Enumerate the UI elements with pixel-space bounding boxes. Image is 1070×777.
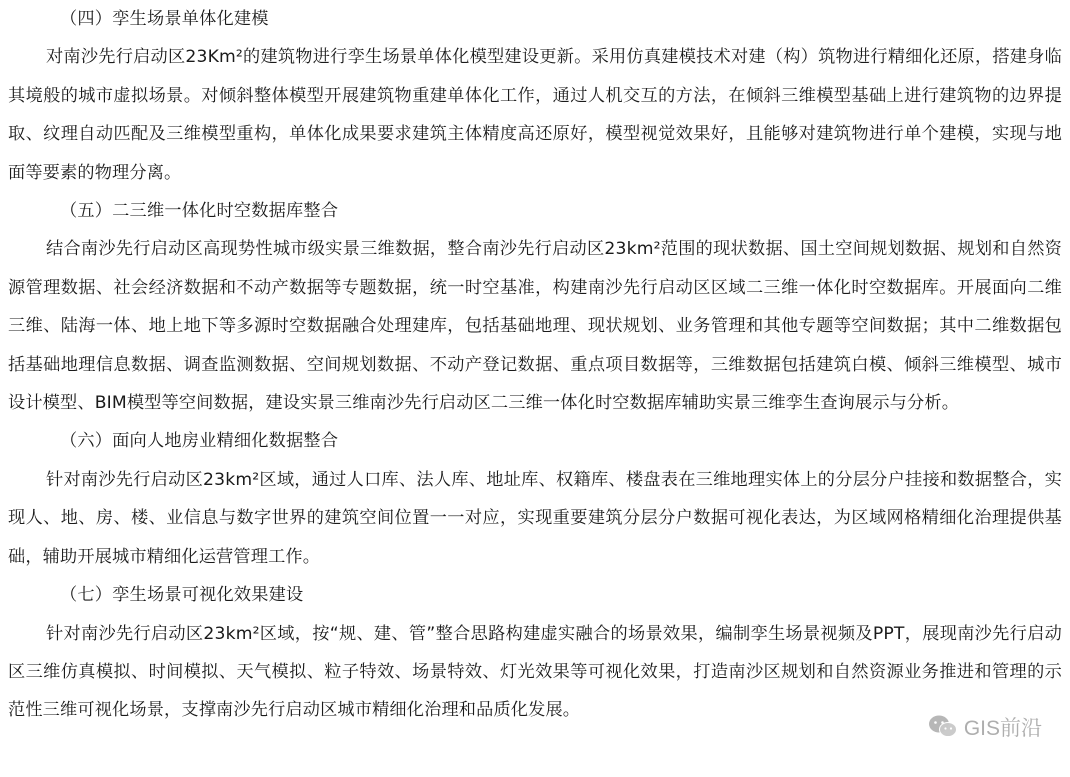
section-heading-4: （四）孪生场景单体化建模 xyxy=(60,9,269,29)
section-paragraph-7: 针对南沙先行启动区23km²区域，按“规、建、管”整合思路构建虚实融合的场景效果，编制孪生场景视频及PPT，展现南沙先行启动区三维仿真模拟、时间模拟、天气模拟、粒子特效、场景特效、灯光效果等可视化效果，打造南沙区规划和自然资源业务推进和管理的示范性三维可视化场景，支撑南沙先行启动区城市精细化治理和品质化发展。 xyxy=(8,623,1062,721)
section-heading-7: （七）孪生场景可视化效果建设 xyxy=(60,585,304,606)
section-heading-6: （六）面向人地房业精细化数据整合 xyxy=(60,431,339,452)
section-paragraph-4: 对南沙先行启动区23Km²的建筑物进行孪生场景单体化模型建设更新。采用仿真建模技术对建（构）筑物进行精细化还原，搭建身临其境般的城市虚拟场景。对倾斜整体模型开展建筑物重建单体化工作，通过人机交互的方法，在倾斜三维模型基础上进行建筑物的边界提取、纹理自动匹配及三维模型重构，单体化成果要求建筑主体精度高还原好，模型视觉效果好，且能够对建筑物进行单个建模，实现与地面等要素的物理分离。 xyxy=(8,47,1062,183)
section-heading-5: （五）二三维一体化时空数据库整合 xyxy=(60,201,339,222)
watermark-text: GIS前沿 xyxy=(963,717,1042,740)
section-paragraph-5: 结合南沙先行启动区高现势性城市级实景三维数据，整合南沙先行启动区23km²范围的现状数据、国土空间规划数据、规划和自然资源管理数据、社会经济数据和不动产数据等专题数据，统一时空基准，构建南沙先行启动区区域二三维一体化时空数据库。开展面向二维三维、陆海一体、地上地下等多源时空数据融合处理建库，包括基础地理、现状规划、业务管理和其他专题等空间数据；其中二维数据包括基础地理信息数据、调查监测数据、空间规划数据、不动产登记数据、重点项目数据等，三维数据包括建筑白模、倾斜三维模型、城市设计模型、BIM模型等空间数据，建设实景三维南沙先行启动区二三维一体化时空数据库辅助实景三维孪生查询展示与分析。 xyxy=(8,239,1062,414)
section-paragraph-6: 针对南沙先行启动区23km²区域，通过人口库、法人库、地址库、权籍库、楼盘表在三维地理实体上的分层分户挂接和数据整合，实现人、地、房、楼、业信息与数字世界的建筑空间位置一一对应，实现重要建筑分层分户数据可视化表达，为区域网格精细化治理提供基础，辅助开展城市精细化运营管理工作。 xyxy=(8,469,1062,567)
